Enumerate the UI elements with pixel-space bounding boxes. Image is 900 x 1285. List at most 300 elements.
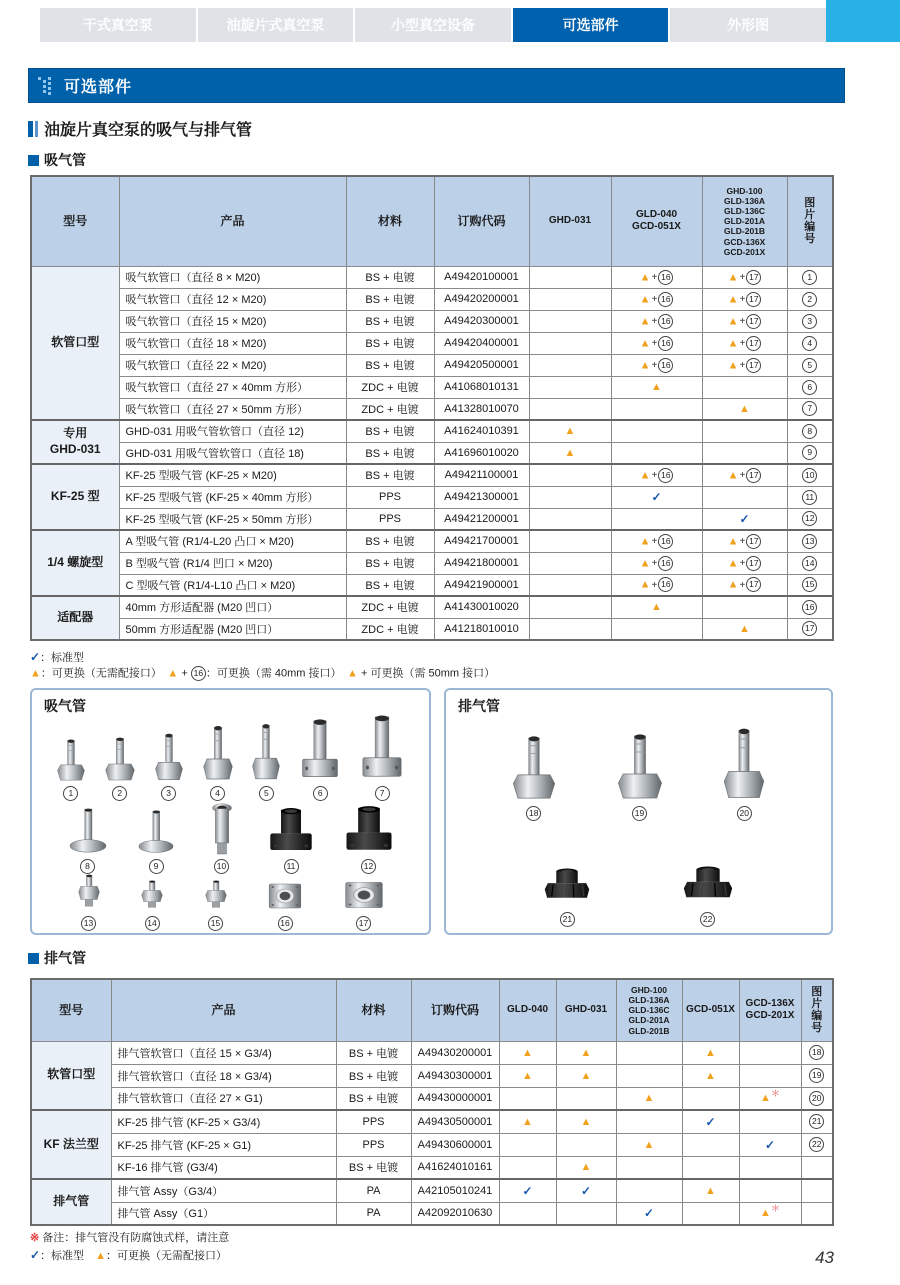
compatibility-cell [739,1110,801,1133]
triangle-marker: ▲ [643,1092,655,1105]
circled-number: 9 [149,859,164,874]
top-tab-bar [40,8,826,42]
material-cell: BS + 电镀 [346,420,434,442]
figure-number-cell [787,530,833,552]
exhaust-table-notes [30,1230,229,1265]
table-row [31,1064,833,1087]
order-code-cell: A42105010241 [411,1179,499,1202]
compatibility-cell [739,1087,801,1110]
column-header: GHD-031 [529,176,611,266]
figure-number-cell [787,354,833,376]
compatibility-cell: ▲+ 16 [611,288,702,310]
section-banner [28,68,845,103]
triangle-marker: ▲ [639,556,651,569]
order-code-cell: A41068010131 [434,376,529,398]
gallery-row [38,714,423,801]
compatibility-cell: ▲+ 17 [702,310,787,332]
compatibility-cell: ▲+ 16 [611,574,702,596]
order-code-cell: A49421100001 [434,464,529,486]
circled-number: 22 [809,1137,824,1152]
order-code-cell: A49430000001 [411,1087,499,1110]
circled-number: 7 [375,786,390,801]
order-code-cell: A49421700001 [434,530,529,552]
product-photo-item [544,866,590,927]
fitting-photo [251,722,281,784]
suction-photo-gallery [30,688,431,935]
fitting-photo [683,864,733,910]
compatibility-cell: ▲+ 17 [702,552,787,574]
table-row [31,1087,833,1110]
product-photo-item [722,726,766,821]
triangle-marker: ▲ [727,469,739,482]
table-row [31,464,833,486]
figure-number-cell [787,486,833,508]
compatibility-cell [682,1179,739,1202]
product-cell: 吸气软管口（直径 18 × M20) [119,332,346,354]
circled-number: 3 [802,314,817,329]
tab-outline-drawing[interactable]: 外形图 [670,8,826,42]
circled-number: 20 [737,806,752,821]
circled-number: 17 [746,358,761,373]
compatibility-cell: ▲+ 16 [611,332,702,354]
compatibility-cell [682,1064,739,1087]
product-cell: 排气管 Assy（G1） [111,1202,336,1225]
exhaust-photo-gallery [444,688,833,935]
material-cell: BS + 电镀 [346,574,434,596]
fitting-photo [722,726,766,804]
product-cell: 排气管软管口（直径 18 × G3/4) [111,1064,336,1087]
fitting-photo [511,734,557,804]
suction-heading-text: 吸气管 [44,152,86,168]
gallery-row [38,801,423,874]
triangle-marker: ▲ [727,292,739,305]
figure-number-cell [801,1202,833,1225]
compatibility-cell [529,398,611,420]
circled-number: 14 [145,916,160,931]
note-line: ✓：标准型 ▲：可更换（无需配接口） [30,1248,227,1262]
compatibility-cell [616,1179,682,1202]
figure-number-cell [787,596,833,618]
circled-number: 10 [214,859,229,874]
compatibility-cell [739,1064,801,1087]
compatibility-cell: ▲+ 16 [611,354,702,376]
product-cell: KF-25 排气管 (KF-25 × G3/4) [111,1110,336,1133]
triangle-marker: ▲ [580,1046,592,1059]
compatibility-cell [702,442,787,464]
circled-number: 7 [802,401,817,416]
compatibility-cell [739,1041,801,1064]
order-code-cell: A49421800001 [434,552,529,574]
product-cell: 吸气软管口（直径 8 × M20) [119,266,346,288]
circled-number: 2 [802,292,817,307]
circled-number: 15 [208,916,223,931]
exhaust-heading [28,948,86,968]
figure-number-cell [787,398,833,420]
column-header: 型号 [31,176,119,266]
figure-number-cell [801,1110,833,1133]
triangle-marker: ▲ [727,314,739,327]
product-cell: 50mm 方形适配器 (M20 凹口） [119,618,346,640]
page-section-title [28,117,252,140]
compatibility-cell: ▲+ 17 [702,354,787,376]
material-cell: BS + 电镀 [346,354,434,376]
column-header: GHD-100 GLD-136A GLD-136C GLD-201A GLD-201B GCD-136X GCD-201X [702,176,787,266]
triangle-marker: ▲ [30,667,41,680]
product-photo-item [68,807,108,874]
group-label: 适配器 [31,596,119,640]
compatibility-cell [499,1133,556,1156]
group-label: 1/4 螺旋型 [31,530,119,596]
material-cell: BS + 电镀 [336,1064,411,1087]
compatibility-cell [529,354,611,376]
fitting-photo [137,809,175,857]
circled-number: 17 [356,916,371,931]
gallery-row [38,874,423,931]
material-cell: BS + 电镀 [346,442,434,464]
compatibility-cell [529,420,611,442]
circled-number: 16 [802,600,817,615]
compatibility-cell [556,1133,616,1156]
product-cell: KF-25 型吸气管 (KF-25 × 40mm 方形） [119,486,346,508]
fitting-photo [68,807,108,857]
compatibility-cell [611,486,702,508]
product-cell: 吸气软管口（直径 27 × 50mm 方形） [119,398,346,420]
suction-table-notes [30,650,495,681]
table-row [31,1110,833,1133]
note-line: ✓：标准型 [30,650,85,664]
group-label: KF-25 型 [31,464,119,530]
compatibility-cell [529,574,611,596]
material-cell: BS + 电镀 [336,1041,411,1064]
triangle-marker: ▲ [727,578,739,591]
material-cell: ZDC + 电镀 [346,376,434,398]
compatibility-cell [529,618,611,640]
group-label: 专用 GHD-031 [31,420,119,464]
compatibility-cell [702,486,787,508]
fitting-photo [205,801,239,857]
product-photo-item [251,722,281,801]
triangle-marker: ▲ [760,1092,771,1105]
column-header: 图 片 编 号 [801,979,833,1041]
fitting-photo [616,732,664,804]
column-header: 材料 [346,176,434,266]
triangle-marker: ▲ [522,1115,533,1128]
figure-number-cell [787,420,833,442]
compatibility-cell [702,508,787,530]
triangle-marker: ▲ [639,469,651,482]
figure-number-cell [801,1179,833,1202]
fitting-photo [299,718,341,784]
product-cell: KF-16 排气管 (G3/4) [111,1156,336,1179]
column-header: 产品 [119,176,346,266]
product-photo-item [299,718,341,801]
figure-number-cell [801,1087,833,1110]
compatibility-cell [702,376,787,398]
product-photo-item [139,880,165,931]
tab-small-vacuum-equipment[interactable]: 小型真空设备 [355,8,511,42]
figure-number-cell [787,618,833,640]
figure-number-cell [787,332,833,354]
order-code-cell: A49430200001 [411,1041,499,1064]
triangle-marker: ▲ [727,358,739,371]
check-marker: ✓ [30,650,41,664]
material-cell: BS + 电镀 [336,1156,411,1179]
compatibility-cell: ▲+ 16 [611,266,702,288]
circled-number: 12 [802,511,817,526]
circled-number: 16 [658,270,673,285]
compatibility-cell [529,508,611,530]
product-photo-item [268,807,314,874]
material-cell: BS + 电镀 [346,288,434,310]
circled-number: 16 [658,577,673,592]
compatibility-cell [529,442,611,464]
compatibility-cell: ▲+ 17 [702,574,787,596]
column-header: 图 片 编 号 [787,176,833,266]
compatibility-cell [611,376,702,398]
circled-number: 11 [284,859,299,874]
figure-number-cell [787,574,833,596]
compatibility-cell [529,332,611,354]
product-photo-item [266,878,304,931]
circled-number: 17 [746,270,761,285]
compatibility-cell [616,1087,682,1110]
material-cell: PPS [336,1110,411,1133]
table-row [31,1156,833,1179]
compatibility-cell [556,1156,616,1179]
order-code-cell: A49430500001 [411,1110,499,1133]
compatibility-cell [529,266,611,288]
triangle-marker: ▲ [727,556,739,569]
check-marker: ✓ [651,490,662,504]
material-cell: PPS [336,1133,411,1156]
check-marker: ✓ [705,1114,716,1129]
check-marker: ✓ [522,1183,533,1198]
triangle-marker: ▲ [564,446,576,459]
triangle-marker: ▲ [705,1184,716,1197]
column-header: GHD-031 [556,979,616,1041]
fitting-photo [139,880,165,914]
table-row [31,1041,833,1064]
fitting-photo [344,805,394,857]
figure-number-cell [801,1041,833,1064]
circled-number: 6 [313,786,328,801]
compatibility-cell [616,1156,682,1179]
compatibility-cell [682,1087,739,1110]
triangle-marker: ▲ [580,1161,592,1174]
compatibility-cell [611,420,702,442]
product-photo-item [511,734,557,821]
circled-number: 17 [746,314,761,329]
circled-number: 16 [658,292,673,307]
product-photo-item [154,732,184,801]
circled-number: 1 [802,270,817,285]
circled-number: 16 [658,314,673,329]
compatibility-cell [556,1202,616,1225]
table-row [31,398,833,420]
blue-square-icon [28,953,39,964]
circled-number: 13 [802,534,817,549]
triangle-marker: ▲ [643,1138,655,1151]
compatibility-cell [616,1202,682,1225]
table-row [31,486,833,508]
product-cell: 吸气软管口（直径 15 × M20) [119,310,346,332]
circled-number: 16 [658,468,673,483]
order-code-cell: A41624010391 [434,420,529,442]
column-header: GHD-100 GLD-136A GLD-136C GLD-201A GLD-201B [616,979,682,1041]
check-marker: ✓ [30,1248,41,1262]
order-code-cell: A49420400001 [434,332,529,354]
triangle-marker: ▲ [639,314,651,327]
compatibility-cell [739,1133,801,1156]
section-title-text: 油旋片真空泵的吸气与排气管 [44,122,253,139]
circled-number: 11 [802,490,817,505]
section-bar-icon-light [35,121,38,137]
compatibility-cell: ▲+ 17 [702,332,787,354]
gallery-label: 吸气管 [44,698,86,714]
triangle-marker: ▲ [167,667,179,680]
compatibility-cell [529,310,611,332]
circled-number: 20 [809,1091,824,1106]
product-cell: KF-25 排气管 (KF-25 × G1) [111,1133,336,1156]
compatibility-cell [682,1156,739,1179]
compatibility-cell [616,1133,682,1156]
fitting-photo [544,866,590,910]
circled-number: 21 [809,1114,824,1129]
group-label: 排气管 [31,1179,111,1225]
fitting-photo [266,878,304,914]
exhaust-heading-text: 排气管 [44,950,86,966]
product-photo-item [76,874,102,931]
circled-number: 16 [658,534,673,549]
product-cell: B 型吸气管 (R1/4 凹口 × M20) [119,552,346,574]
material-cell: BS + 电镀 [346,464,434,486]
banner-title: 可选部件 [64,79,133,96]
order-code-cell: A41624010161 [411,1156,499,1179]
material-cell: PA [336,1202,411,1225]
figure-number-cell [801,1064,833,1087]
figure-number-cell [787,464,833,486]
order-code-cell: A49430300001 [411,1064,499,1087]
page-number: 43 [815,1248,834,1267]
order-code-cell: A42092010630 [411,1202,499,1225]
triangle-marker: ▲ [580,1115,592,1128]
circled-number: 17 [802,621,817,636]
compatibility-cell [611,618,702,640]
circled-number: 17 [746,468,761,483]
fitting-photo [268,807,314,857]
compatibility-cell [499,1041,556,1064]
suction-heading [28,150,86,170]
order-code-cell: A41328010070 [434,398,529,420]
figure-number-cell [801,1133,833,1156]
triangle-marker: ▲ [727,270,739,283]
tab-optional-parts[interactable]: 可选部件 [513,8,669,42]
triangle-marker: ▲ [639,535,651,548]
group-label: 软管口型 [31,266,119,420]
triangle-marker: ▲ [705,1069,716,1082]
column-header: 型号 [31,979,111,1041]
figure-number-cell [787,310,833,332]
order-code-cell: A41430010020 [434,596,529,618]
product-cell: 吸气软管口（直径 22 × M20) [119,354,346,376]
compatibility-cell [739,1156,801,1179]
order-code-cell: A49420500001 [434,354,529,376]
circled-number: 16 [658,336,673,351]
compatibility-cell [702,398,787,420]
compatibility-cell [556,1041,616,1064]
compatibility-cell: ▲+ 17 [702,288,787,310]
compatibility-cell [611,398,702,420]
material-cell: BS + 电镀 [336,1087,411,1110]
triangle-marker: ▲ [739,402,750,415]
product-cell: C 型吸气管 (R1/4-L10 凸口 × M20) [119,574,346,596]
order-code-cell: A49420100001 [434,266,529,288]
circled-number: 8 [802,424,817,439]
fitting-photo [104,736,136,784]
compatibility-cell [682,1110,739,1133]
compatibility-cell [702,596,787,618]
fitting-photo [56,738,86,784]
tab-oil-rotary-vane-pump[interactable]: 油旋片式真空泵 [198,8,354,42]
product-cell: 排气管软管口（直径 15 × G3/4) [111,1041,336,1064]
compatibility-cell [499,1202,556,1225]
triangle-marker: ▲ [705,1046,716,1059]
compatibility-cell: ▲+ 16 [611,464,702,486]
compatibility-cell [529,530,611,552]
product-cell: 排气管软管口（直径 27 × G1) [111,1087,336,1110]
triangle-marker: ▲ [522,1069,533,1082]
order-code-cell: A41696010020 [434,442,529,464]
compatibility-cell: ▲+ 17 [702,266,787,288]
column-header: 订购代码 [434,176,529,266]
circled-number: 17 [746,577,761,592]
column-header: 产品 [111,979,336,1041]
material-cell: BS + 电镀 [346,332,434,354]
material-cell: PPS [346,508,434,530]
note-line: ※ 备注：排气管没有防腐蚀式样，请注意 [30,1232,230,1244]
product-cell: KF-25 型吸气管 (KF-25 × M20) [119,464,346,486]
order-code-cell: A49420300001 [434,310,529,332]
product-photo-item [104,736,136,801]
triangle-marker: ▲ [639,292,651,305]
triangle-marker: ▲ [760,1207,771,1220]
product-cell: A 型吸气管 (R1/4-L20 凸口 × M20) [119,530,346,552]
triangle-marker: ▲ [580,1069,592,1082]
header-row [31,176,833,266]
tab-dry-vacuum-pump[interactable]: 干式真空泵 [40,8,196,42]
check-marker: ✓ [580,1183,592,1198]
reference-mark: ※ [30,1232,40,1244]
compatibility-cell [529,376,611,398]
triangle-marker: ▲ [639,358,651,371]
figure-number-cell [787,376,833,398]
compatibility-cell [529,486,611,508]
group-label: 软管口型 [31,1041,111,1110]
triangle-marker: ▲ [639,578,651,591]
compatibility-cell [529,596,611,618]
table-row [31,266,833,288]
product-cell: 40mm 方形适配器 (M20 凹口） [119,596,346,618]
circled-number: 16 [658,556,673,571]
compatibility-cell [556,1087,616,1110]
product-photo-item [202,724,234,801]
fitting-photo [359,714,405,784]
gallery-row [452,714,825,821]
circled-number: 19 [632,806,647,821]
asterisk-marker: ＊ [770,1088,780,1099]
circled-number: 17 [746,292,761,307]
circled-number: 5 [802,358,817,373]
